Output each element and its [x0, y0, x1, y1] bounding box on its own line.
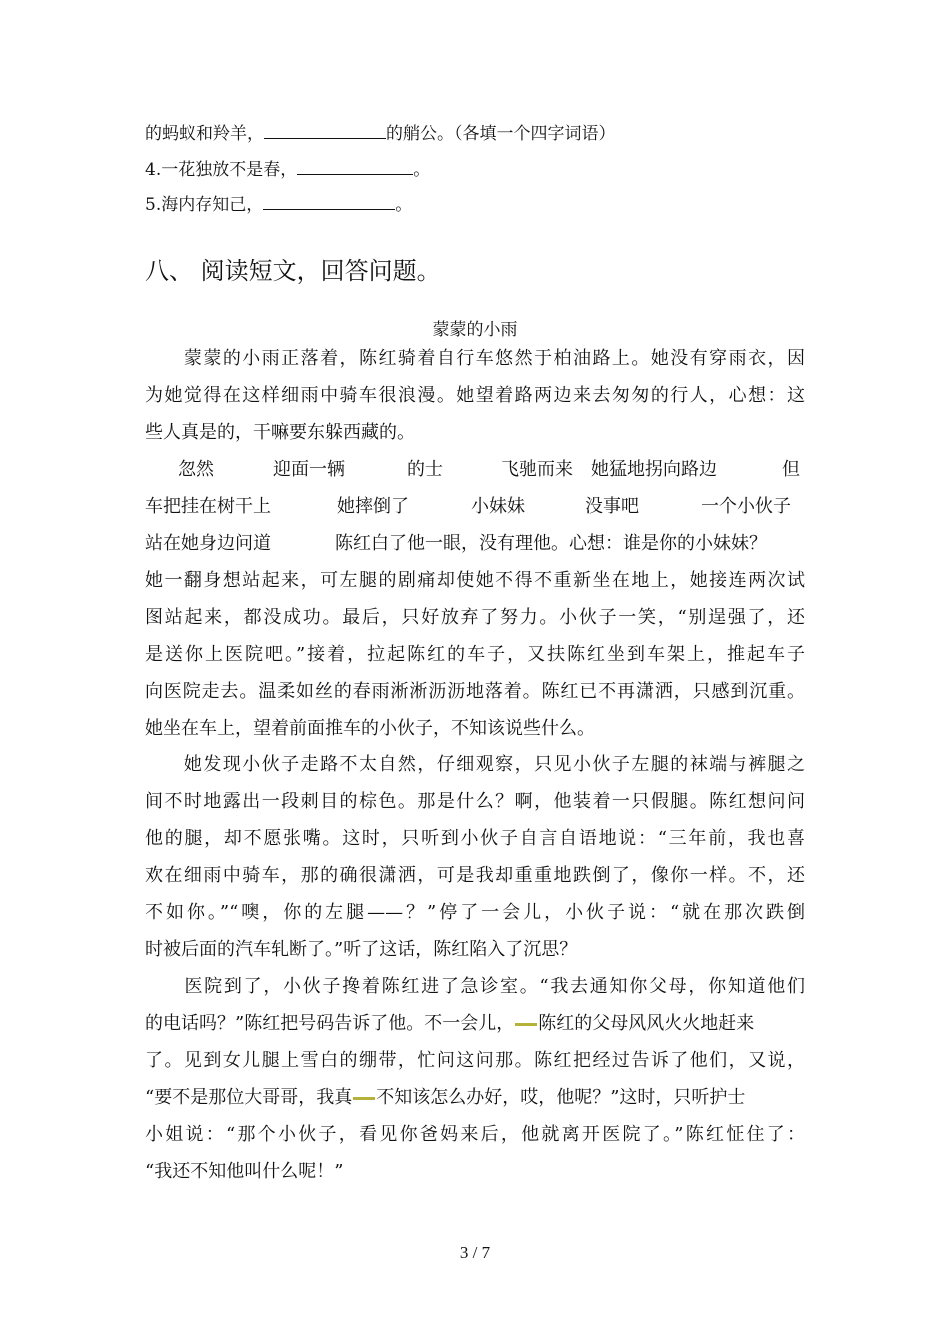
fill-line-4-suffix: 。	[413, 160, 431, 180]
answer-blank[interactable]	[264, 123, 386, 139]
paragraph-4-line-3: 了。见到女儿腿上雪白的绷带，忙问这问那。陈红把经过告诉了他们，又说，	[145, 1050, 805, 1071]
fill-line-4	[145, 159, 430, 180]
paragraph-3-line-6: 时被后面的汽车轧断了。”听了这话，陈红陷入了沉思？	[145, 939, 578, 960]
paragraph-1-line-2: 为她觉得在这样细雨中骑车很浪漫。她望着路两边来去匆匆的行人，心想：这	[145, 385, 805, 406]
paragraph-3-line-3: 他的腿，却不愿张嘴。这时，只听到小伙子自言自语地说：“三年前，我也喜	[145, 828, 805, 849]
paragraph-3-line-1: 她发现小伙子走路不太自然，仔细观察，只见小伙子左腿的袜端与裤腿之	[145, 754, 805, 775]
fill-line-3-suffix: 的艄公。（各填一个四字词语）	[386, 124, 616, 144]
gap-text: 迎面一辆	[273, 459, 345, 480]
paragraph-4-line-4	[145, 1079, 805, 1116]
punctuation-exercise-row-2	[145, 488, 805, 525]
answer-blank[interactable]	[263, 194, 395, 210]
paragraph-1-line-1: 蒙蒙的小雨正落着，陈红骑着自行车悠然于柏油路上。她没有穿雨衣，因	[145, 348, 805, 369]
paragraph-3-line-4: 欢在细雨中骑车，那的确很潇洒，可是我却重重地跌倒了，像你一样。不，还	[145, 865, 805, 886]
paragraph-2-line-7: 向医院走去。温柔如丝的春雨淅淅沥沥地落着。陈红已不再潇洒，只感到沉重。	[145, 681, 805, 702]
answer-blank[interactable]	[297, 159, 413, 175]
paragraph-4-line-4-end: 不知该怎么办好，哎，他呢？”这时，只听护士	[376, 1087, 746, 1108]
gap-text: 没事吧	[585, 496, 639, 517]
paragraph-4-line-2	[145, 1005, 805, 1042]
gap-text: 她摔倒了	[337, 496, 409, 517]
paragraph-3-line-2: 间不时地露出一段刺目的棕色。那是什么？啊，他装着一只假腿。陈红想问问	[145, 791, 805, 812]
paragraph-2-line-4: 她一翻身想站起来，可左腿的剧痛却使她不得不重新坐在地上，她接连两次试	[145, 570, 805, 591]
gap-text: 一个小伙子	[701, 496, 791, 517]
paragraph-4-line-4-start: “要不是那位大哥哥，我真	[145, 1087, 353, 1108]
gap-text: 飞驰而来	[501, 459, 573, 480]
gap-text: 小妹妹	[471, 496, 525, 517]
gap-text: 陈红白了他一眼，没有理他。心想：谁是你的小妹妹？	[335, 533, 767, 554]
gap-text: 但	[782, 459, 800, 480]
gap-text: 的士	[407, 459, 443, 480]
gap-text: 站在她身边问道	[145, 533, 271, 554]
highlight-mark	[515, 1023, 537, 1026]
fill-line-5-prefix: 5.海内存知己，	[145, 195, 264, 215]
page-number: 3 / 7	[459, 1243, 491, 1262]
paragraph-4-line-5: 小姐说：“那个小伙子，看见你爸妈来后，他就离开医院了。”陈红怔住了：	[145, 1124, 805, 1145]
fill-line-4-prefix: 4.一花独放不是春，	[145, 160, 298, 180]
paragraph-4-line-2-start: 的电话吗？”陈红把号码告诉了他。不一会儿，	[145, 1013, 515, 1034]
article-title: 蒙蒙的小雨	[432, 320, 518, 340]
paragraph-1-line-3: 些人真是的，干嘛要东躲西藏的。	[145, 422, 415, 443]
highlight-mark	[353, 1097, 375, 1100]
punctuation-exercise-row-1	[145, 451, 805, 488]
paragraph-4-line-6: “我还不知他叫什么呢！”	[145, 1161, 344, 1182]
fill-line-5	[145, 194, 412, 215]
gap-text: 车把挂在树干上	[145, 496, 271, 517]
gap-text: 她猛地拐向路边	[591, 459, 717, 480]
paragraph-2-line-6: 是送你上医院吧。”接着，拉起陈红的车子，又扶陈红坐到车架上，推起车子	[145, 644, 805, 665]
paragraph-2-line-8: 她坐在车上，望着前面推车的小伙子，不知该说些什么。	[145, 718, 595, 739]
paragraph-3-line-5: 不如你。”“噢，你的左腿——？”停了一会儿，小伙子说：“就在那次跌倒	[145, 902, 805, 923]
paragraph-4-line-2-end: 陈红的父母风风火火地赶来	[538, 1013, 755, 1034]
fill-line-3	[145, 123, 616, 144]
paragraph-4-line-1: 医院到了，小伙子搀着陈红进了急诊室。“我去通知你父母，你知道他们	[145, 976, 805, 997]
paragraph-2-line-5: 图站起来，都没成功。最后，只好放弃了努力。小伙子一笑，“别逞强了，还	[145, 607, 805, 628]
punctuation-exercise-row-3	[145, 525, 805, 562]
fill-line-5-suffix: 。	[395, 195, 413, 215]
gap-text: 忽然	[178, 459, 214, 480]
fill-line-3-prefix: 的蚂蚁和羚羊，	[145, 124, 264, 144]
section-title: 八、 阅读短文，回答问题。	[145, 257, 441, 285]
